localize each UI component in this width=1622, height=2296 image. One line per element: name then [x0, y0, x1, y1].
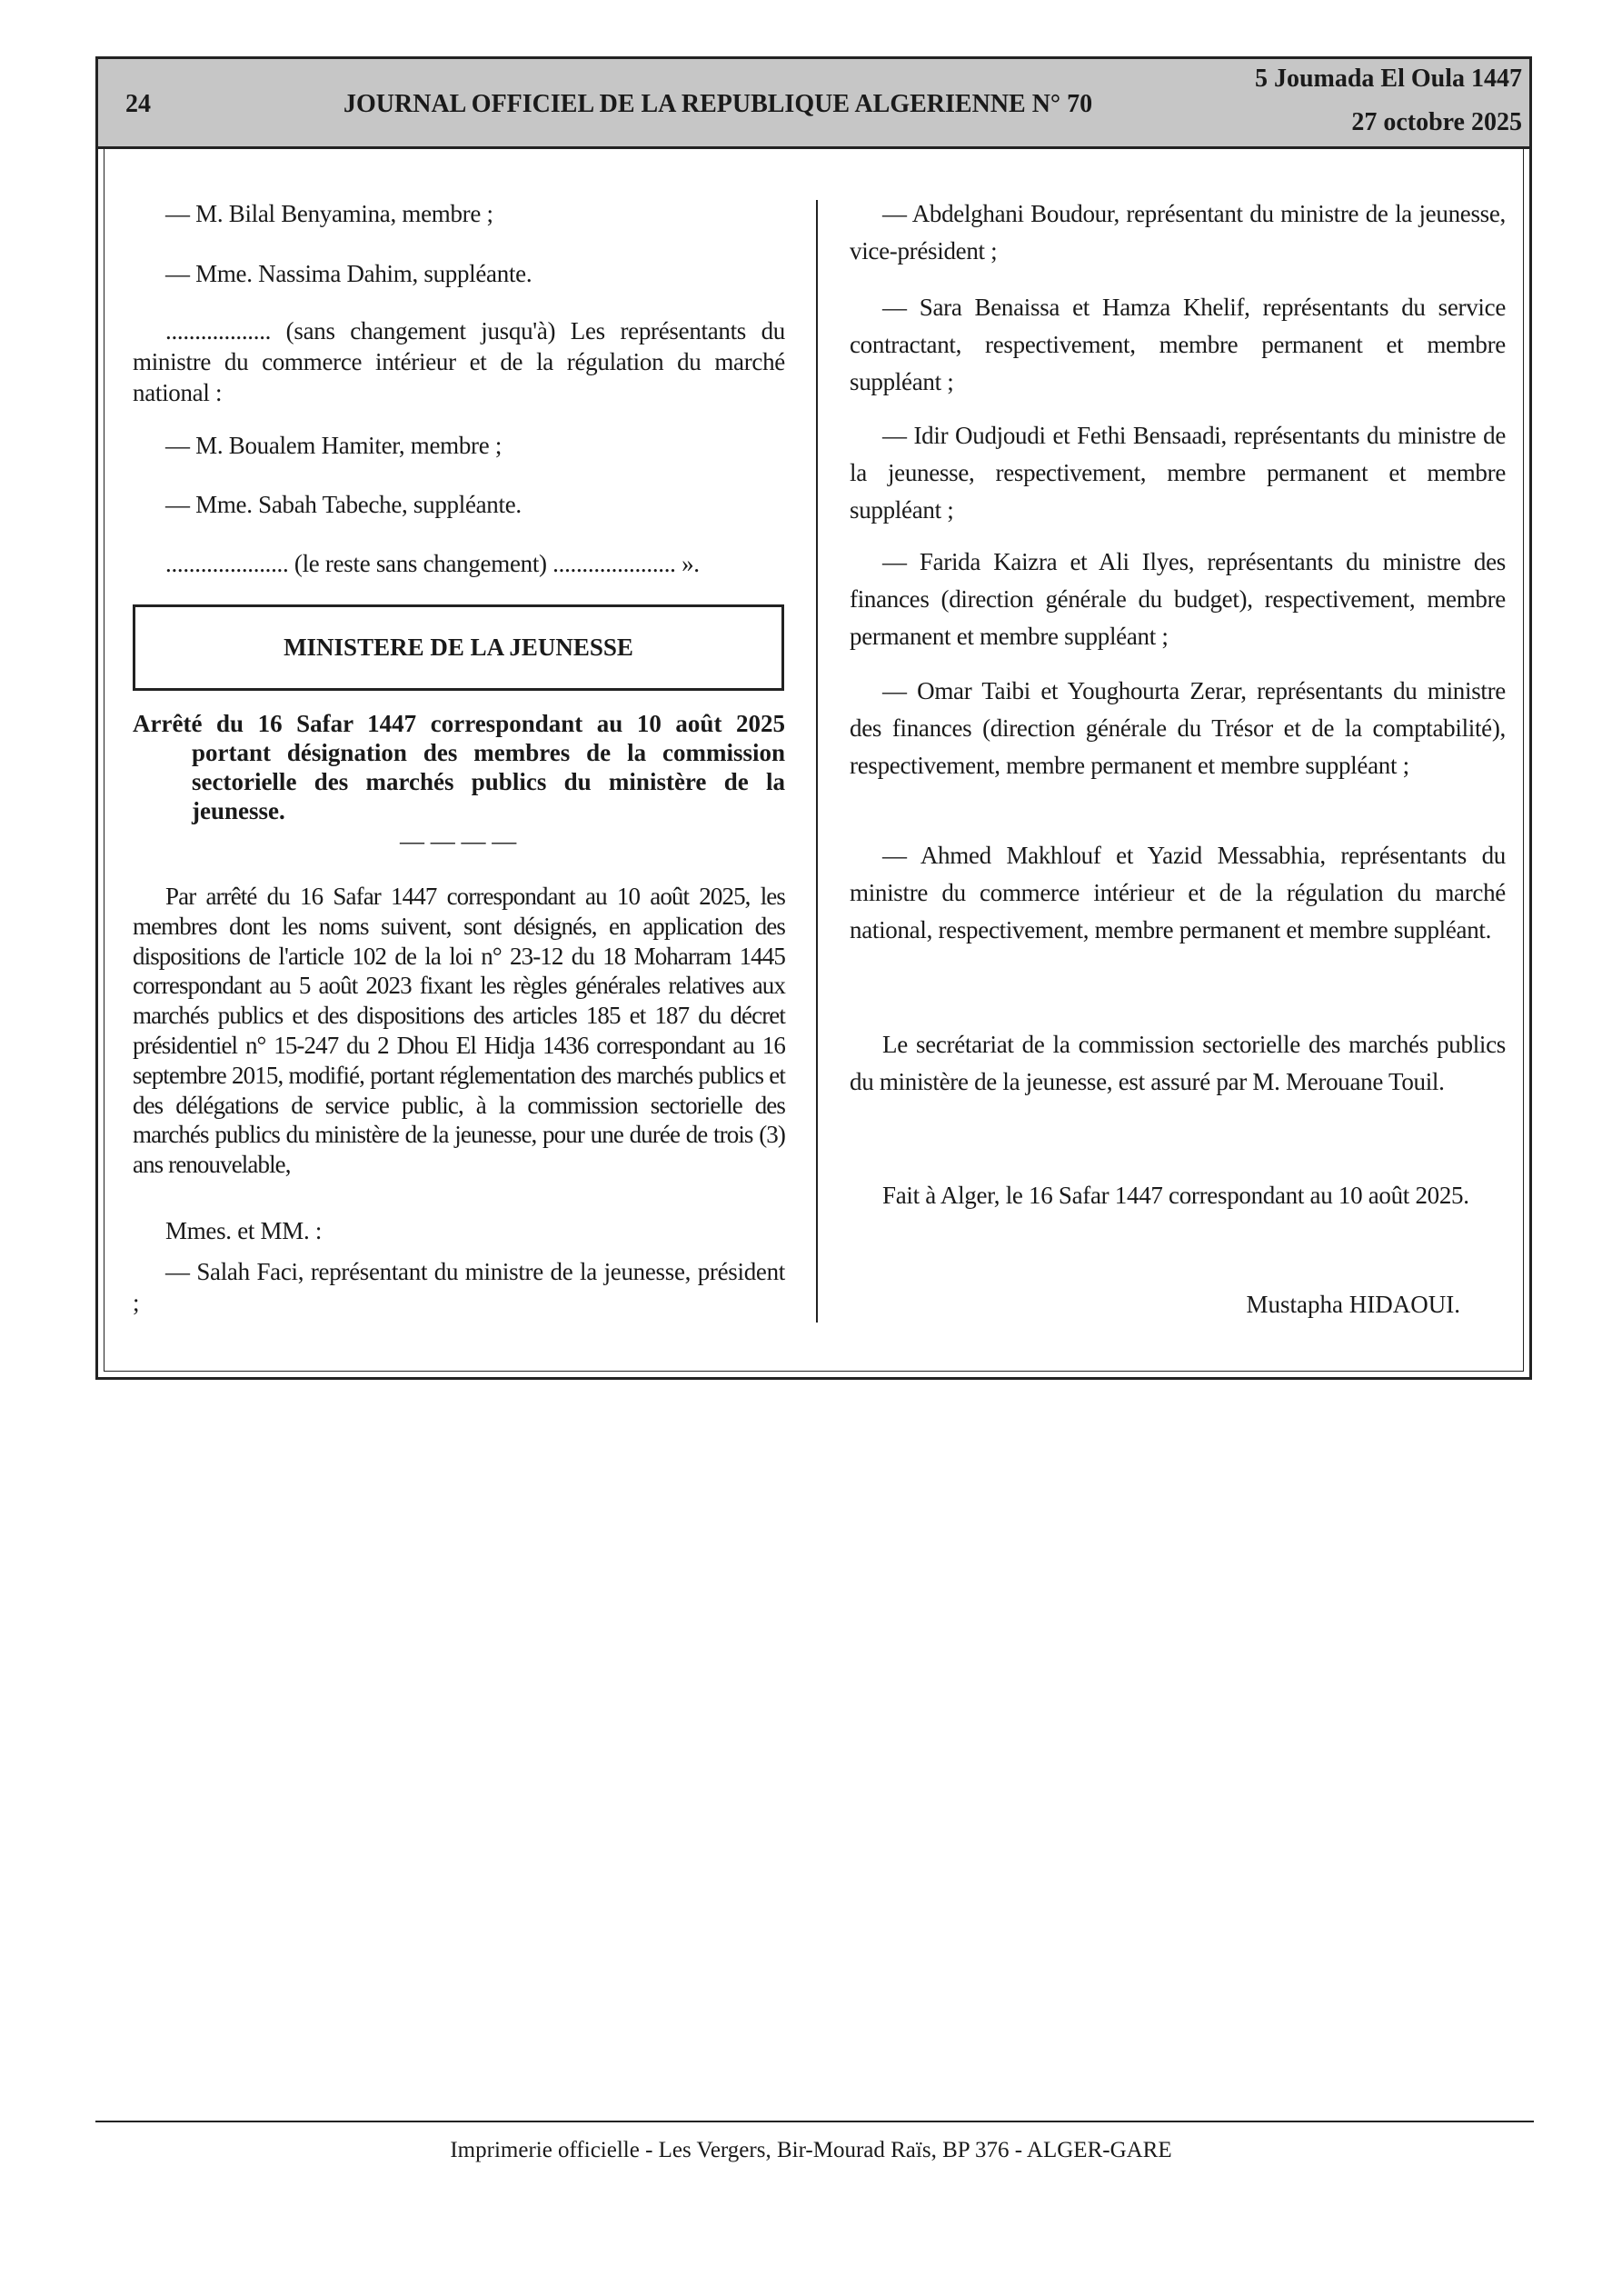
date-gregorian: 27 octobre 2025: [1351, 108, 1522, 136]
left-paragraph: ..................... (le reste sans changement) ..................... ».: [165, 550, 700, 577]
arrete-body: Par arrêté du 16 Safar 1447 correspondant au 10 août 2025, les membres dont les noms suivent, sont désignés, en application des dispositions de l'article 102 de la loi n° 23-12 du 18 Moharram 1445 correspondant au 5 août 2023 fixant les règles générales relatives aux marchés publics et des dispositions des articles 185 et 187 du décret présidentiel n° 15-247 du 2 Dhou El Hidja 1436 correspondant au 16 septembre 2015, modifié, portant réglementation des marchés publics et des délégations de service public, à la commission sectorielle des marchés publics du ministère de la jeunesse, pour une durée de trois (3) ans renouvelable,: [133, 883, 785, 1179]
right-item: — Abdelghani Boudour, représentant du ministre de la jeunesse, vice-président ;: [850, 200, 1506, 265]
president-item: — Salah Faci, représentant du ministre de la jeunesse, président ;: [133, 1258, 785, 1316]
journal-header: [98, 59, 1529, 149]
left-item: — M. Boualem Hamiter, membre ;: [165, 432, 503, 459]
column-divider: [816, 200, 818, 1323]
footer-rule: [95, 2121, 1534, 2122]
members-label: Mmes. et MM. :: [165, 1217, 323, 1244]
right-item: — Ahmed Makhlouf et Yazid Messabhia, représentants du ministre du commerce intérieur et de la régulation du marché national, respectivement, membre permanent et membre suppléant.: [850, 842, 1506, 943]
right-item: — Farida Kaizra et Ali Ilyes, représentants du ministre des finances (direction générale du budget), respectivement, membre permanent et membre suppléant ;: [850, 548, 1506, 650]
done-at-paragraph: Fait à Alger, le 16 Safar 1447 correspondant au 10 août 2025.: [882, 1182, 1469, 1209]
left-item: — Mme. Nassima Dahim, suppléante.: [165, 260, 532, 287]
left-item: — M. Bilal Benyamina, membre ;: [165, 200, 493, 227]
left-paragraph: .................. (sans changement jusqu'à) Les représentants du ministre du commerce intérieur et de la régulation du marché national :: [133, 317, 785, 406]
footer-text: Imprimerie officielle - Les Vergers, Bir-Mourad Raïs, BP 376 - ALGER-GARE: [450, 2138, 1172, 2162]
right-item: — Idir Oudjoudi et Fethi Bensaadi, représentants du ministre de la jeunesse, respectivement, membre permanent et membre suppléant ;: [850, 422, 1506, 524]
date-hijri: 5 Joumada El Oula 1447: [1254, 65, 1522, 93]
secretariat-paragraph: Le secrétariat de la commission sectorielle des marchés publics du ministère de la jeunesse, est assuré par M. Merouane Touil.: [850, 1031, 1506, 1095]
right-item: — Omar Taibi et Youghourta Zerar, représentants du ministre des finances (direction générale du Trésor et de la comptabilité), respectivement, membre permanent et membre suppléant ;: [850, 677, 1506, 779]
ministry-heading-box: MINISTERE DE LA JEUNESSE: [133, 604, 784, 691]
page-number: 24: [125, 90, 151, 118]
left-item: — Mme. Sabah Tabeche, suppléante.: [165, 491, 522, 518]
arrete-title: Arrêté du 16 Safar 1447 correspondant au 10 août 2025 portant désignation des membres de la commission sectorielle des marchés publics du ministère de la jeunesse.: [133, 710, 785, 824]
signature: Mustapha HIDAOUI.: [1246, 1291, 1460, 1318]
right-item: — Sara Benaissa et Hamza Khelif, représentants du service contractant, respectivement, membre permanent et membre suppléant ;: [850, 294, 1506, 395]
separator: — — — —: [400, 827, 517, 854]
journal-title: JOURNAL OFFICIEL DE LA REPUBLIQUE ALGERIENNE N° 70: [343, 90, 1093, 118]
